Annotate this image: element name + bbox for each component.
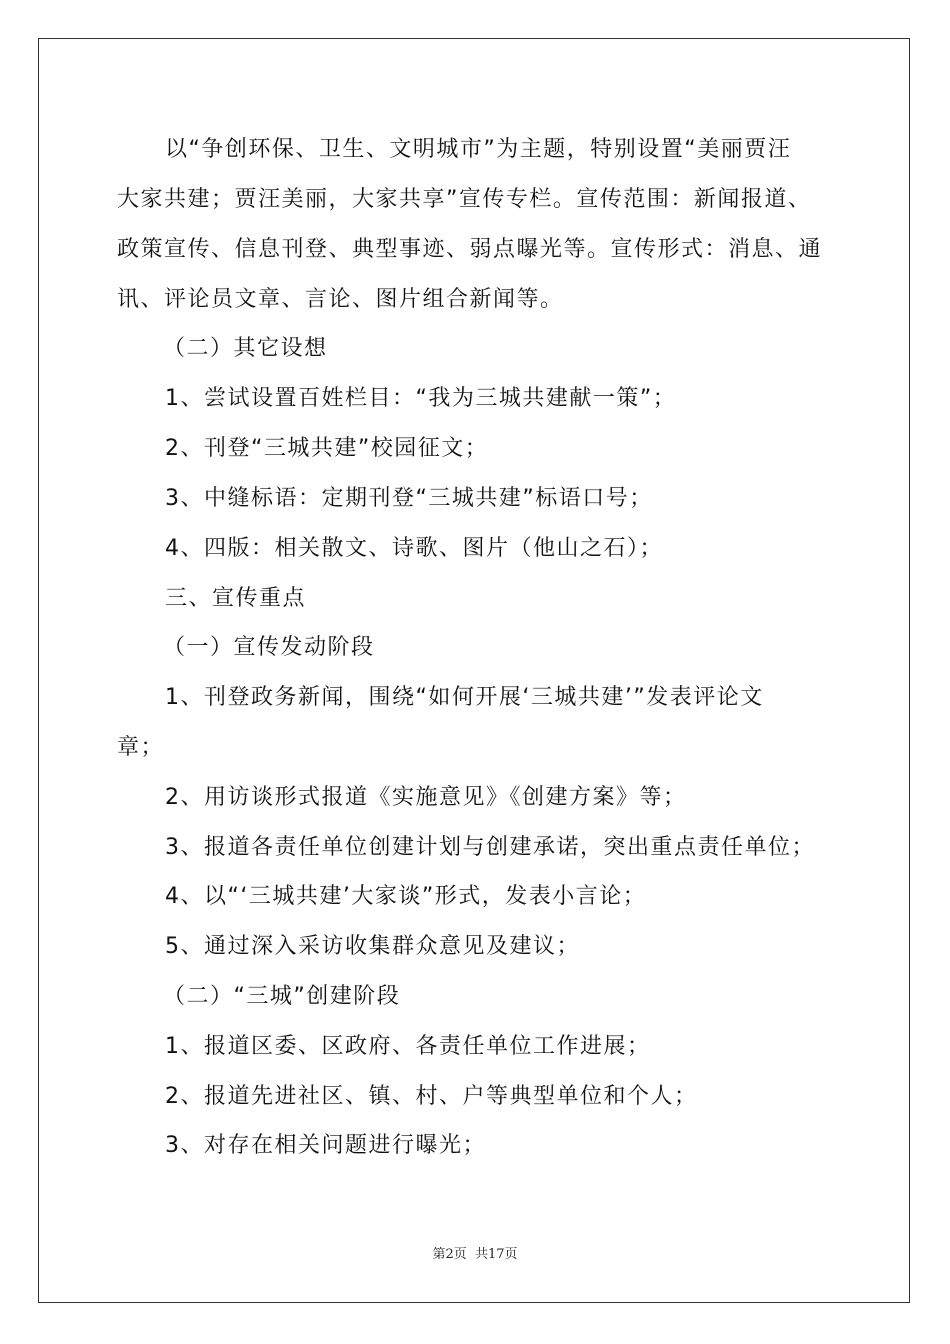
section-heading: （一）宣传发动阶段 xyxy=(163,635,375,660)
page-total: 共17页 xyxy=(474,1247,518,1262)
paragraph-line: 以“争创环保、卫生、文明城市”为主题，特别设置“美丽贾汪 xyxy=(165,137,792,162)
list-item: 5、通过深入采访收集群众意见及建议； xyxy=(165,934,580,959)
list-item: 4、以“‘三城共建’大家谈”形式，发表小言论； xyxy=(165,884,647,909)
paragraph-line: 讯、评论员文章、言论、图片组合新闻等。 xyxy=(117,287,564,312)
list-item: 4、四版：相关散文、诗歌、图片（他山之石）； xyxy=(165,536,663,561)
list-item: 1、尝试设置百姓栏目：“我为三城共建献一策”； xyxy=(165,386,677,411)
paragraph-line: 章； xyxy=(117,735,165,760)
paragraph-line: 政策宣传、信息刊登、典型事迹、弱点曝光等。宣传形式：消息、通 xyxy=(117,237,823,262)
page-border xyxy=(38,38,910,1303)
list-item: 3、对存在相关问题进行曝光； xyxy=(165,1133,486,1158)
list-item: 2、刊登“三城共建”校园征文； xyxy=(165,436,489,461)
paragraph-line: 大家共建；贾汪美丽，大家共享”宣传专栏。宣传范围：新闻报道、 xyxy=(117,187,812,212)
list-item: 2、用访谈形式报道《实施意见》《创建方案》等； xyxy=(165,785,687,810)
list-item: 3、中缝标语：定期刊登“三城共建”标语口号； xyxy=(165,486,653,511)
page-number: 第2页 xyxy=(432,1247,467,1262)
list-item: 2、报道先进社区、镇、村、户等典型单位和个人； xyxy=(165,1084,698,1109)
section-heading: （二）“三城”创建阶段 xyxy=(163,984,401,1009)
list-item: 1、刊登政务新闻，围绕“如何开展‘三城共建’”发表评论文 xyxy=(165,685,764,710)
list-item: 1、报道区委、区政府、各责任单位工作进展； xyxy=(165,1034,651,1059)
page-footer xyxy=(0,1246,950,1264)
section-heading: 三、宣传重点 xyxy=(165,586,307,611)
section-heading: （二）其它设想 xyxy=(163,336,328,361)
list-item: 3、报道各责任单位创建计划与创建承诺，突出重点责任单位； xyxy=(165,835,815,860)
